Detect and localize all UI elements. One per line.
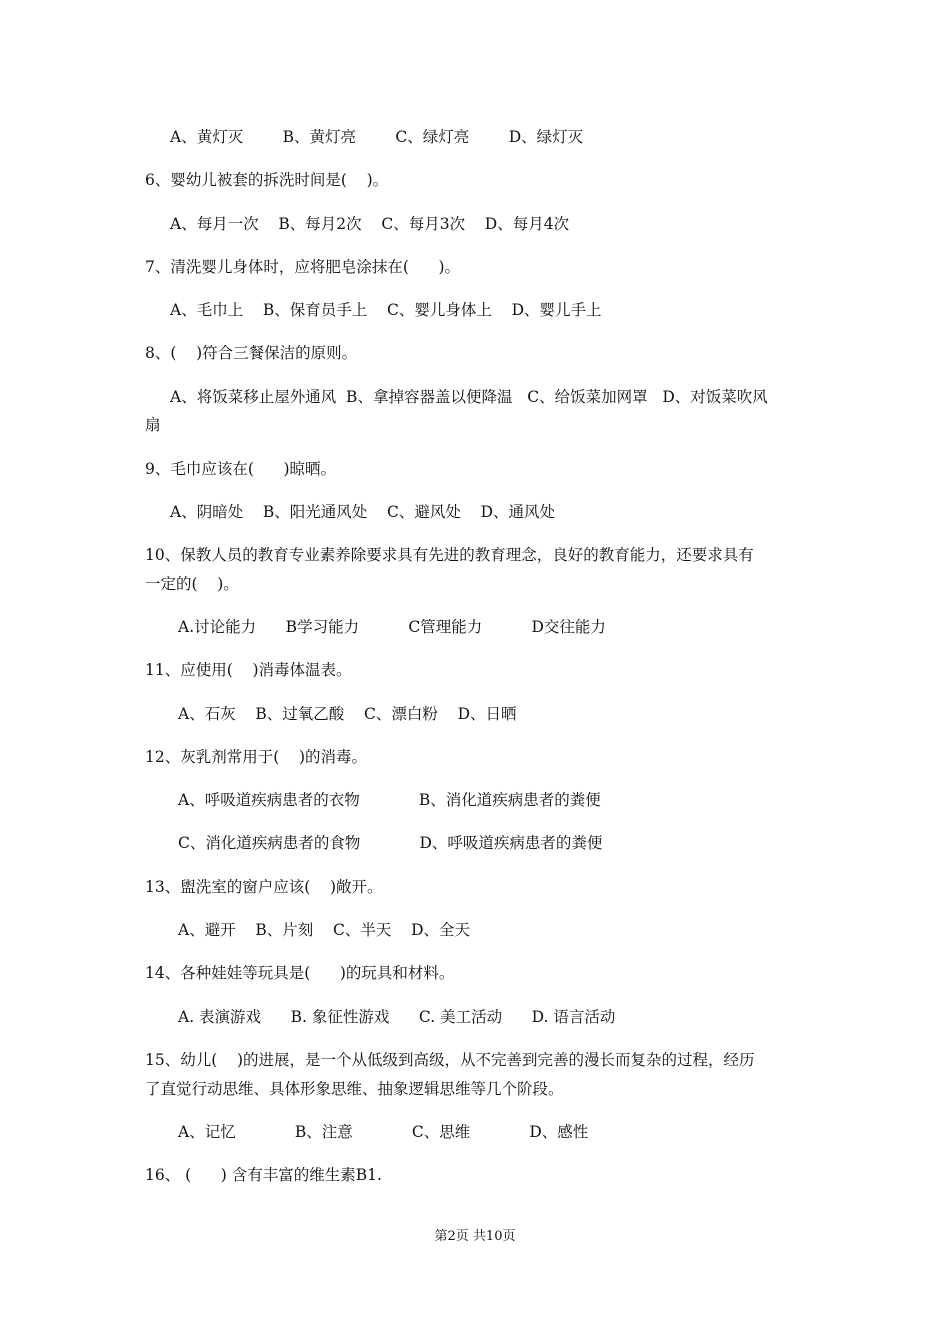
question-line: 6、婴幼儿被套的拆洗时间是( )。 [145,171,389,189]
question-line: 10、保教人员的教育专业素养除要求具有先进的教育理念，良好的教育能力，还要求具有 [145,546,754,564]
question-line: 9、毛巾应该在( )晾晒。 [145,460,337,478]
question-line: 扇 [145,416,161,434]
options-line: A、记忆 B、注意 C、思维 D、感性 [178,1123,589,1141]
options-line: A. 表演游戏 B. 象征性游戏 C. 美工活动 D. 语言活动 [178,1008,616,1026]
question-line: 了直觉行动思维、具体形象思维、抽象逻辑思维等几个阶段。 [145,1080,564,1098]
question-line: 7、清洗婴儿身体时，应将肥皂涂抹在( )。 [145,258,461,276]
question-line: 8、( )符合三餐保洁的原则。 [145,344,358,362]
question-line: 12、灰乳剂常用于( )的消毒。 [145,748,368,766]
options-line: C、消化道疾病患者的食物 D、呼吸道疾病患者的粪便 [178,834,603,852]
question-line: 11、应使用( )消毒体温表。 [145,661,352,679]
options-line: A、黄灯灭 B、黄灯亮 C、绿灯亮 D、绿灯灭 [170,128,584,146]
options-line: A.讨论能力 B学习能力 C管理能力 D交往能力 [178,618,606,636]
question-line: 14、各种娃娃等玩具是( )的玩具和材料。 [145,964,455,982]
options-line: A、呼吸道疾病患者的衣物 B、消化道疾病患者的粪便 [178,791,601,809]
options-line: A、石灰 B、过氧乙酸 C、漂白粉 D、日晒 [178,705,517,723]
question-line: 16、 ( ) 含有丰富的维生素B1. [145,1166,382,1184]
question-line: 一定的( )。 [145,575,239,593]
question-line: 13、盥洗室的窗户应该( )敞开。 [145,878,383,896]
options-line: A、阴暗处 B、阳光通风处 C、避风处 D、通风处 [170,503,555,521]
options-line: A、毛巾上 B、保育员手上 C、婴儿身体上 D、婴儿手上 [170,301,602,319]
question-line: 15、幼儿( )的进展，是一个从低级到高级，从不完善到完善的漫长而复杂的过程，经历 [145,1051,755,1069]
options-line: A、将饭菜移止屋外通风 B、拿掉容器盖以便降温 C、给饭菜加网罩 D、对饭菜吹风 [170,388,768,406]
options-line: A、避开 B、片刻 C、半天 D、全天 [178,921,470,939]
options-line: A、每月一次 B、每月2次 C、每月3次 D、每月4次 [170,215,570,233]
page-footer: 第2页 共10页 [434,1229,516,1244]
